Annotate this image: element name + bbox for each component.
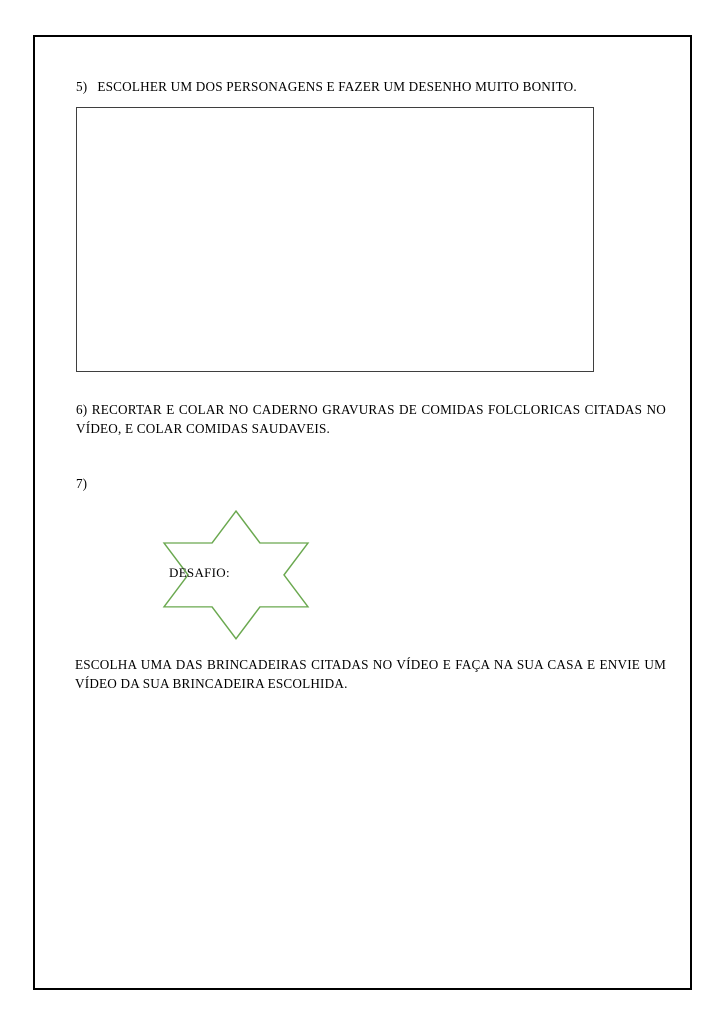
question-6-number: 6) bbox=[76, 401, 88, 417]
challenge-star-area bbox=[76, 505, 666, 645]
question-5-text: ESCOLHER UM DOS PERSONAGENS E FAZER UM DESENHO MUITO BONITO. bbox=[97, 79, 577, 94]
drawing-answer-box[interactable] bbox=[76, 107, 594, 372]
question-6-text: RECORTAR E COLAR NO CADERNO GRAVURAS DE COMIDAS FOLCLORICAS CITADAS NO VÍDEO, E COLAR COMIDAS SAUDAVEIS. bbox=[76, 401, 666, 436]
question-6 bbox=[76, 400, 666, 438]
question-7-text: ESCOLHA UMA DAS BRINCADEIRAS CITADAS NO VÍDEO E FAÇA NA SUA CASA E ENVIE UM VÍDEO DA SUA BRINCADEIRA ESCOLHIDA. bbox=[75, 657, 666, 692]
question-5 bbox=[76, 78, 666, 96]
document-content bbox=[76, 78, 666, 707]
question-5-number: 5) bbox=[76, 79, 88, 94]
six-pointed-star-icon bbox=[136, 505, 336, 645]
question-7-number: 7) bbox=[76, 476, 87, 492]
challenge-label: DESAFIO: bbox=[169, 565, 230, 581]
